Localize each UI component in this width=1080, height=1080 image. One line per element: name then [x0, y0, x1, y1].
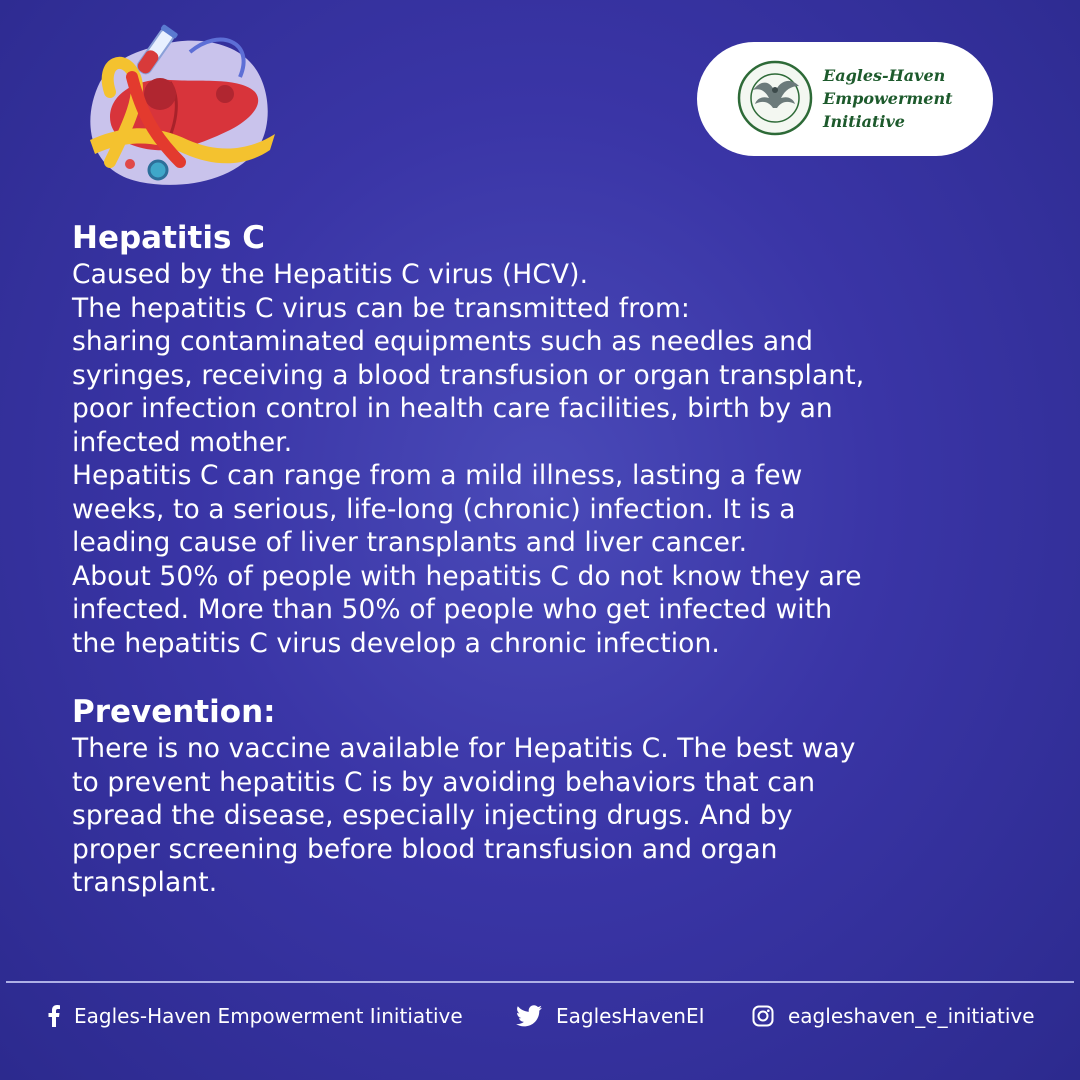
hepatitis-line: the hepatitis C virus develop a chronic infection.: [72, 627, 720, 659]
footer-divider: [6, 981, 1074, 983]
hepatitis-line: The hepatitis C virus can be transmitted from:: [72, 292, 690, 324]
hepatitis-title: Hepatitis C: [72, 220, 265, 256]
brand-name-line-3: Initiative: [823, 112, 905, 131]
brand-name-line-2: Empowerment: [823, 89, 953, 108]
prevention-title: Prevention:: [72, 694, 276, 730]
twitter-link[interactable]: [516, 998, 705, 1034]
main-content: [72, 218, 1032, 900]
instagram-link[interactable]: [752, 998, 1035, 1034]
instagram-label: eagleshaven_e_initiative: [788, 1004, 1035, 1028]
hepatitis-line: sharing contaminated equipments such as needles and: [72, 326, 814, 357]
hepatitis-line: infected. More than 50% of people who get infected with: [72, 594, 833, 625]
prevention-line: proper screening before blood transfusion and organ: [72, 833, 778, 865]
facebook-icon: [48, 1005, 60, 1027]
prevention-line: to prevent hepatitis C is by avoiding behaviors that can: [72, 766, 816, 798]
hepatitis-line: Caused by the Hepatitis C virus (HCV).: [72, 259, 589, 290]
hepatitis-line: weeks, to a serious, life-long (chronic) infection. It is a: [72, 493, 796, 525]
hepatitis-line: syringes, receiving a blood transfusion or organ transplant,: [72, 359, 865, 391]
facebook-label: Eagles-Haven Empowerment Iinitiative: [74, 1004, 463, 1028]
facebook-link[interactable]: [48, 998, 463, 1034]
prevention-line: transplant.: [72, 867, 218, 898]
twitter-label: EaglesHavenEI: [556, 1004, 705, 1028]
hepatitis-line: Hepatitis C can range from a mild illness, lasting a few: [72, 460, 803, 491]
hepatitis-line: leading cause of liver transplants and liver cancer.: [72, 527, 748, 558]
prevention-line: There is no vaccine available for Hepatitis C. The best way: [72, 733, 856, 764]
twitter-icon: [516, 1005, 542, 1027]
brand-name-line-1: Eagles-Haven: [823, 66, 946, 85]
hepatitis-line: infected mother.: [72, 426, 293, 458]
brand-logo: [697, 42, 993, 156]
instagram-icon: [752, 1005, 774, 1027]
brand-name: [823, 64, 953, 133]
prevention-line: spread the disease, especially injecting drugs. And by: [72, 800, 793, 831]
eagle-badge-icon: [737, 60, 813, 136]
hepatitis-line: About 50% of people with hepatitis C do not know they are: [72, 560, 862, 592]
hepatitis-line: poor infection control in health care facilities, birth by an: [72, 393, 833, 424]
liver-awareness-ribbon-icon: [70, 22, 280, 192]
section-spacer: [72, 660, 1032, 692]
